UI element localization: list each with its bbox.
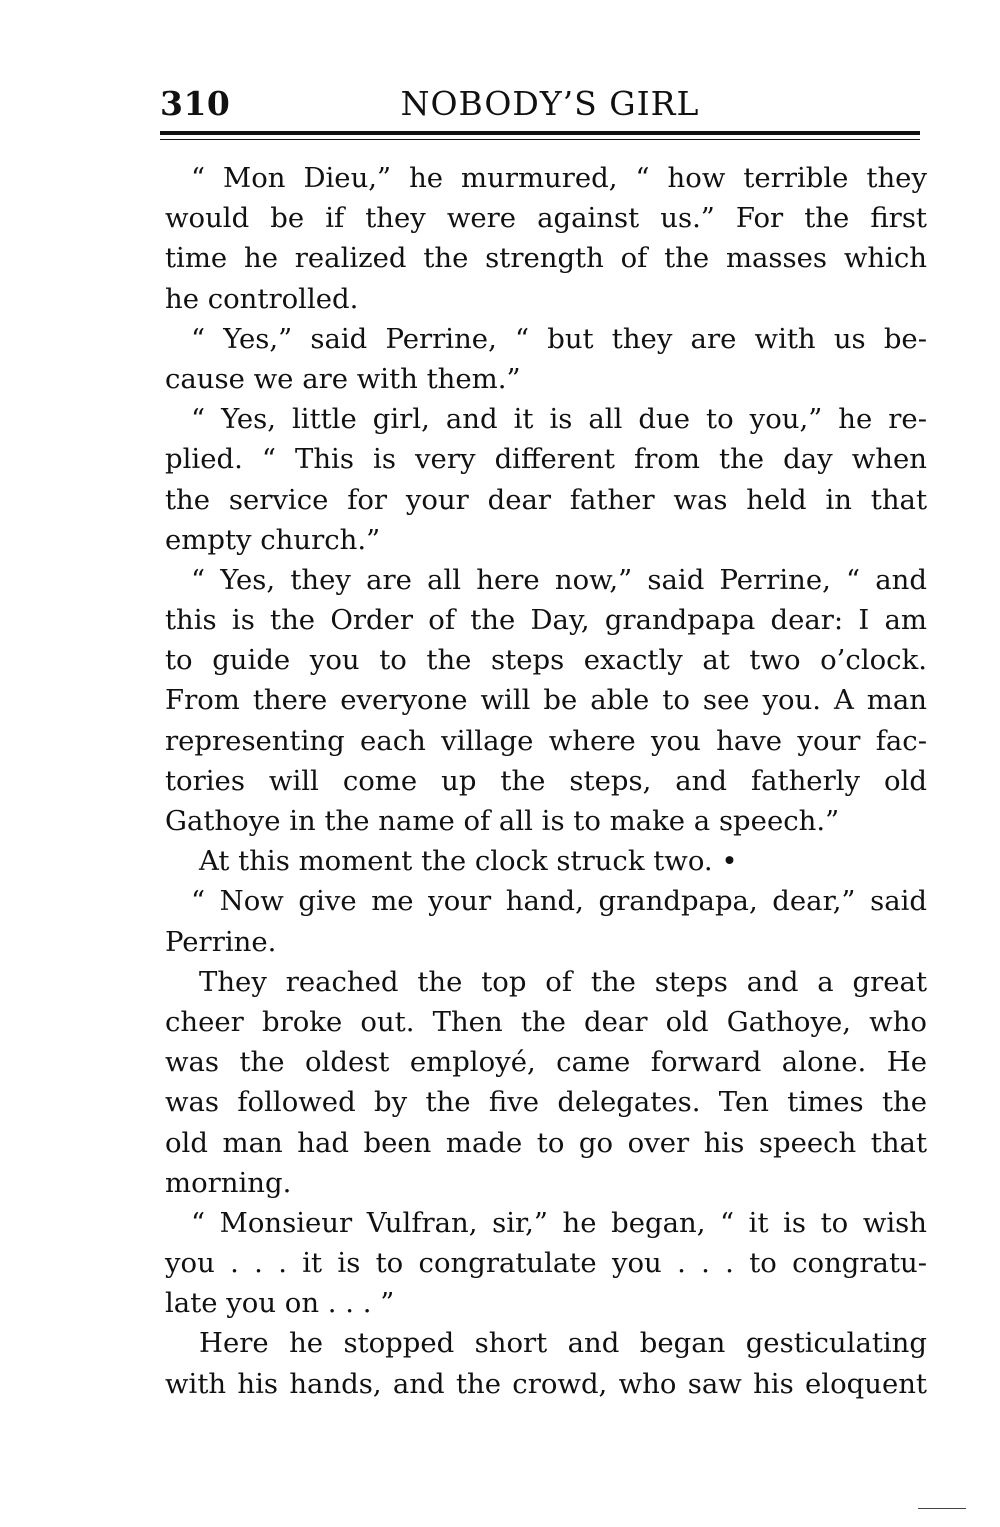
page-edge-mark [918, 1508, 966, 1509]
header-rule-thin [160, 139, 920, 140]
text-line: this is the Order of the Day, grandpapa dear: I am [165, 604, 927, 637]
text-line: you . . . it is to congratulate you . . . to congratu- [165, 1247, 927, 1280]
page-header [160, 84, 920, 130]
text-line: time he realized the strength of the masses which [165, 242, 927, 275]
text-line: cheer broke out. Then the dear old Gathoye, who [165, 1005, 927, 1038]
text-line: morning. [165, 1166, 292, 1199]
text-line: to guide you to the steps exactly at two o’clock. [165, 644, 927, 677]
text-line: cause we are with them.” [165, 362, 521, 395]
text-line: “ Yes, they are all here now,” said Perrine, “ and [191, 563, 927, 596]
text-line: with his hands, and the crowd, who saw his eloquent [165, 1367, 927, 1400]
text-line: They reached the top of the steps and a great [199, 965, 927, 998]
text-line: he controlled. [165, 282, 359, 315]
text-line: was followed by the five delegates. Ten times the [165, 1086, 927, 1119]
text-line: Gathoye in the name of all is to make a speech.” [165, 805, 840, 837]
running-title: NOBODY’S GIRL [400, 84, 700, 123]
text-line: At this moment the clock struck two. • [199, 845, 738, 878]
text-line: representing each village where you have your fac- [165, 724, 927, 757]
text-line: From there everyone will be able to see you. A man [165, 684, 927, 717]
text-line: empty church.” [165, 523, 381, 556]
page-number: 310 [160, 84, 231, 123]
text-line: plied. “ This is very different from the day when [165, 443, 927, 476]
text-line: late you on . . . ” [165, 1287, 395, 1320]
text-line: “ Monsieur Vulfran, sir,” he began, “ it is to wish [191, 1206, 927, 1239]
text-line: “ Yes,” said Perrine, “ but they are with us be- [191, 322, 927, 355]
body-text [165, 158, 927, 1404]
text-line: “ Yes, little girl, and it is all due to you,” he re- [191, 403, 927, 436]
text-line: “ Now give me your hand, grandpapa, dear,” said [191, 885, 927, 918]
text-line: was the oldest employé, came forward alone. He [165, 1046, 927, 1079]
text-line: tories will come up the steps, and fatherly old [165, 764, 927, 797]
text-line: “ Mon Dieu,” he murmured, “ how terrible they [191, 162, 927, 194]
text-line: Perrine. [165, 925, 277, 958]
text-line: old man had been made to go over his speech that [165, 1126, 927, 1159]
header-rule-thick [160, 131, 920, 135]
text-line: Here he stopped short and began gesticulating [199, 1327, 927, 1360]
text-line: would be if they were against us.” For the first [165, 202, 927, 235]
text-line: the service for your dear father was held in that [165, 483, 927, 516]
